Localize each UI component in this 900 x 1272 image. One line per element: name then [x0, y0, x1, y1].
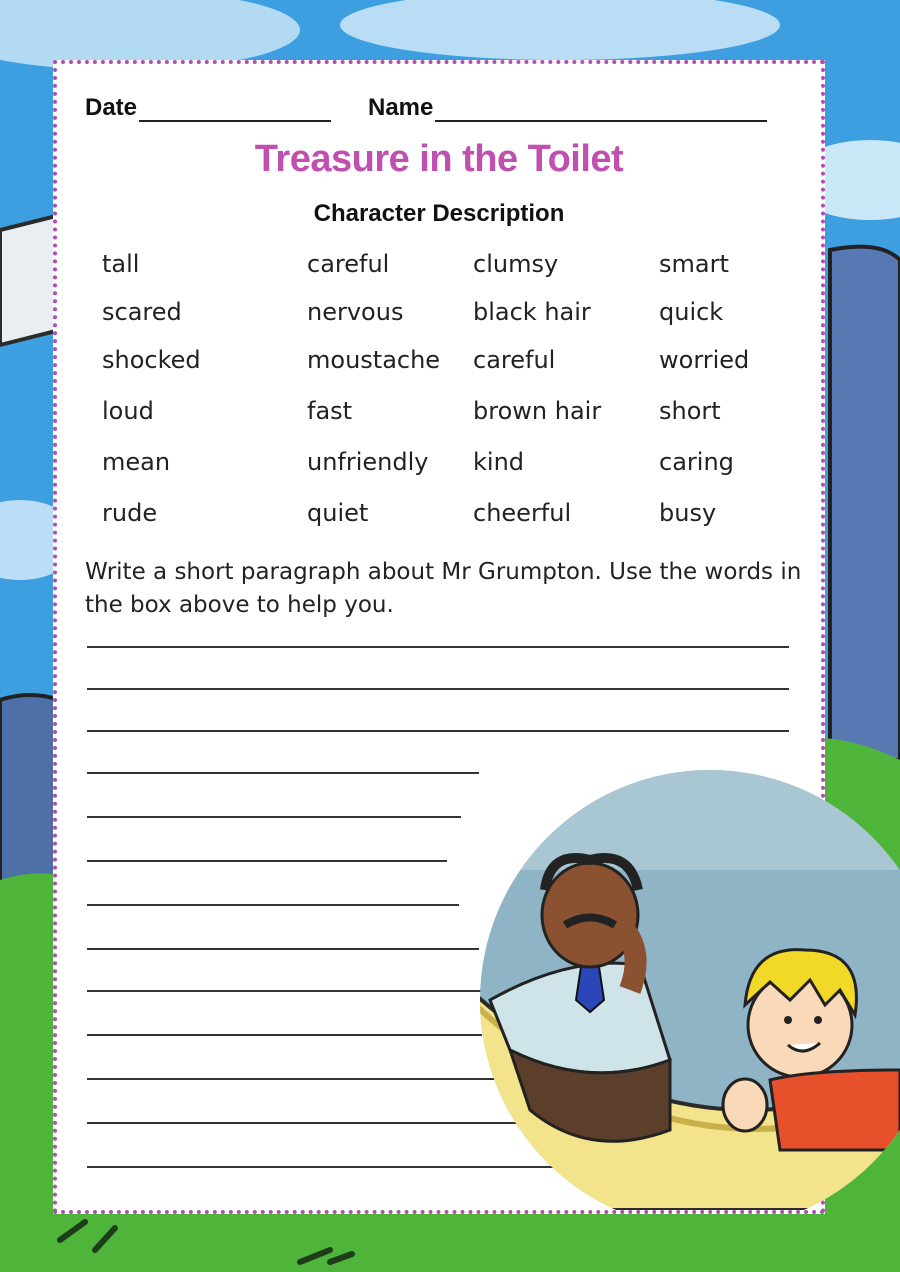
writing-line[interactable]	[87, 948, 479, 950]
worksheet-title: Treasure in the Toilet	[254, 138, 624, 180]
writing-line[interactable]	[87, 990, 482, 992]
word-bank-item: clumsy	[473, 250, 559, 278]
writing-line[interactable]	[87, 688, 789, 690]
writing-line[interactable]	[87, 816, 461, 818]
writing-line[interactable]	[87, 1078, 507, 1080]
date-field[interactable]	[85, 94, 331, 122]
writing-line[interactable]	[87, 730, 789, 732]
word-bank-item: short	[659, 397, 721, 425]
word-bank-item: careful	[307, 250, 390, 278]
word-bank-item: unfriendly	[307, 448, 429, 476]
word-bank-item: busy	[659, 499, 717, 527]
word-bank-item: rude	[102, 499, 158, 527]
name-label: Name	[368, 94, 434, 121]
word-bank-item: scared	[102, 298, 182, 326]
word-bank-item: cheerful	[473, 499, 572, 527]
date-label: Date	[85, 94, 138, 121]
character-illustration	[470, 750, 900, 1210]
worksheet-subtitle: Character Description	[313, 200, 565, 227]
word-bank-item: quick	[659, 298, 724, 326]
writing-line[interactable]	[87, 860, 447, 862]
instructions: Write a short paragraph about Mr Grumpton. Use the words in the box above to help you.	[85, 559, 802, 618]
word-bank-item: brown hair	[473, 397, 602, 425]
word-bank-item: quiet	[307, 499, 369, 527]
word-bank-item: fast	[307, 397, 353, 425]
name-field[interactable]	[368, 94, 767, 122]
word-bank-item: nervous	[307, 298, 404, 326]
word-bank-item: loud	[102, 397, 154, 425]
word-bank-item: mean	[102, 448, 171, 476]
word-bank-item: careful	[473, 346, 556, 374]
word-bank-item: tall	[102, 250, 140, 278]
word-bank-item: worried	[659, 346, 750, 374]
word-bank-item: caring	[659, 448, 734, 476]
word-bank-item: moustache	[307, 346, 441, 374]
word-bank-item: shocked	[102, 346, 201, 374]
writing-line[interactable]	[87, 1034, 482, 1036]
word-bank-item: smart	[659, 250, 729, 278]
writing-line[interactable]	[87, 772, 479, 774]
word-bank-item: black hair	[473, 298, 591, 326]
writing-line[interactable]	[87, 646, 789, 648]
word-bank-item: kind	[473, 448, 525, 476]
writing-line[interactable]	[87, 904, 459, 906]
name-input-line[interactable]	[435, 98, 767, 122]
date-input-line[interactable]	[139, 98, 331, 122]
